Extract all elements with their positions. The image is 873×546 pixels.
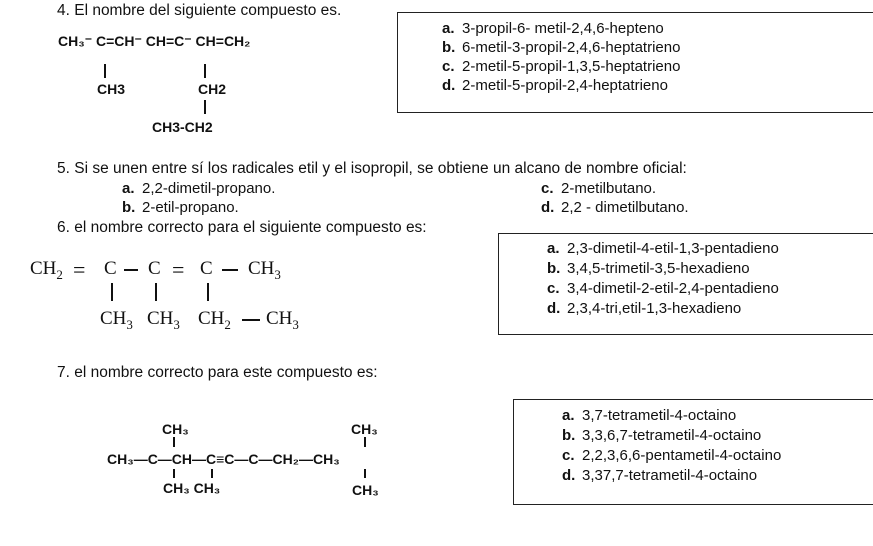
q7-option-c[interactable]: c. 2,2,3,6,6-pentametil-4-octaino (562, 447, 782, 464)
q6-sub-ch3-3: $CH_3$ (266, 308, 299, 332)
q7-option-d[interactable]: d. 3,37,7-tetrametil-4-octaino (562, 467, 758, 484)
q6-double-bond-2: = (172, 257, 185, 282)
q6-option-c[interactable]: c. 3,4-dimetil-2-etil-2,4-pentadieno (547, 280, 779, 297)
q6-sub-ch3-2: $CH_3$ (147, 308, 180, 332)
q6-sub-ch2: $CH_2$ (198, 308, 231, 332)
q6-options-box (498, 233, 873, 335)
q6-bond-ch2-ch3 (242, 319, 260, 321)
q4-bond-2 (204, 64, 206, 78)
question-7-text: 7. el nombre correcto para este compuesto es: (57, 364, 378, 381)
q7-bond-top-1 (173, 437, 175, 447)
q7-bottom-ch3: CH₃ (352, 482, 379, 498)
q7-bond-bot-3 (364, 469, 366, 478)
q6-bond-v1 (111, 283, 113, 301)
q5-option-c[interactable]: c. 2-metilbutano. (541, 180, 657, 197)
q5-option-a[interactable]: a. 2,2-dimetil-propano. (122, 180, 276, 197)
q4-branch-ch2: CH2 (198, 81, 227, 97)
q4-option-a[interactable]: a. 3-propil-6- metil-2,4,6-hepteno (442, 20, 664, 37)
q6-c3: C (200, 258, 213, 279)
q7-top-ch3-2: CH₃ (351, 421, 378, 437)
q4-branch-ch3-ch2: CH3-CH2 (152, 119, 213, 135)
q6-option-d[interactable]: d. 2,3,4-tri,etil-1,3-hexadieno (547, 300, 742, 317)
q7-bond-bot-2 (211, 469, 213, 478)
q4-option-c[interactable]: c. 2-metil-5-propil-1,3,5-heptatrieno (442, 58, 681, 75)
q6-ch3-end: $CH_3$ (248, 258, 281, 282)
q7-bond-top-2 (364, 437, 366, 447)
q4-main-chain: CH₃⁻ C=CH⁻ CH=C⁻ CH=CH₂ (58, 33, 251, 49)
q6-sub-ch3-1: $CH_3$ (100, 308, 133, 332)
q4-option-d[interactable]: d. 2-metil-5-propil-2,4-heptatrieno (442, 77, 668, 94)
question-6-text: 6. el nombre correcto para el siguiente compuesto es: (57, 219, 427, 236)
q7-main-chain: CH₃—C—CH—C≡C—C—CH₂—CH₃ (107, 451, 340, 467)
q6-bond-v3 (207, 283, 209, 301)
q4-bond-1 (104, 64, 106, 78)
q7-bond-bot-1 (173, 469, 175, 478)
question-4-text: 4. El nombre del siguiente compuesto es. (57, 2, 342, 19)
q7-bottom-ch3-pair: CH₃ CH₃ (163, 480, 221, 496)
q5-option-d[interactable]: d. 2,2 - dimetilbutano. (541, 199, 689, 216)
q7-top-ch3-1: CH₃ (162, 421, 189, 437)
q7-option-b[interactable]: b. 3,3,6,7-tetrametil-4-octaino (562, 427, 762, 444)
q6-bond-v2 (155, 283, 157, 301)
q6-c1: C (104, 258, 117, 279)
q6-c2: C (148, 258, 161, 279)
q7-option-a[interactable]: a. 3,7-tetrametil-4-octaino (562, 407, 737, 424)
q6-option-b[interactable]: b. 3,4,5-trimetil-3,5-hexadieno (547, 260, 750, 277)
q7-options-box (513, 399, 873, 505)
q6-bond-c1-c2 (124, 269, 138, 271)
question-5-text: 5. Si se unen entre sí los radicales etil y el isopropil, se obtiene un alcano de nombre oficial: (57, 160, 687, 177)
q4-branch-ch3: CH3 (97, 81, 126, 97)
q6-option-a[interactable]: a. 2,3-dimetil-4-etil-1,3-pentadieno (547, 240, 779, 257)
q4-bond-3 (204, 100, 206, 114)
q5-option-b[interactable]: b. 2-etil-propano. (122, 199, 239, 216)
q6-ch2: $CH_2$ (30, 258, 63, 282)
q6-double-bond-1: = (73, 257, 86, 282)
q6-bond-c3-ch3 (222, 269, 238, 271)
q4-options-box (397, 12, 873, 113)
q4-option-b[interactable]: b. 6-metil-3-propil-2,4,6-heptatrieno (442, 39, 681, 56)
